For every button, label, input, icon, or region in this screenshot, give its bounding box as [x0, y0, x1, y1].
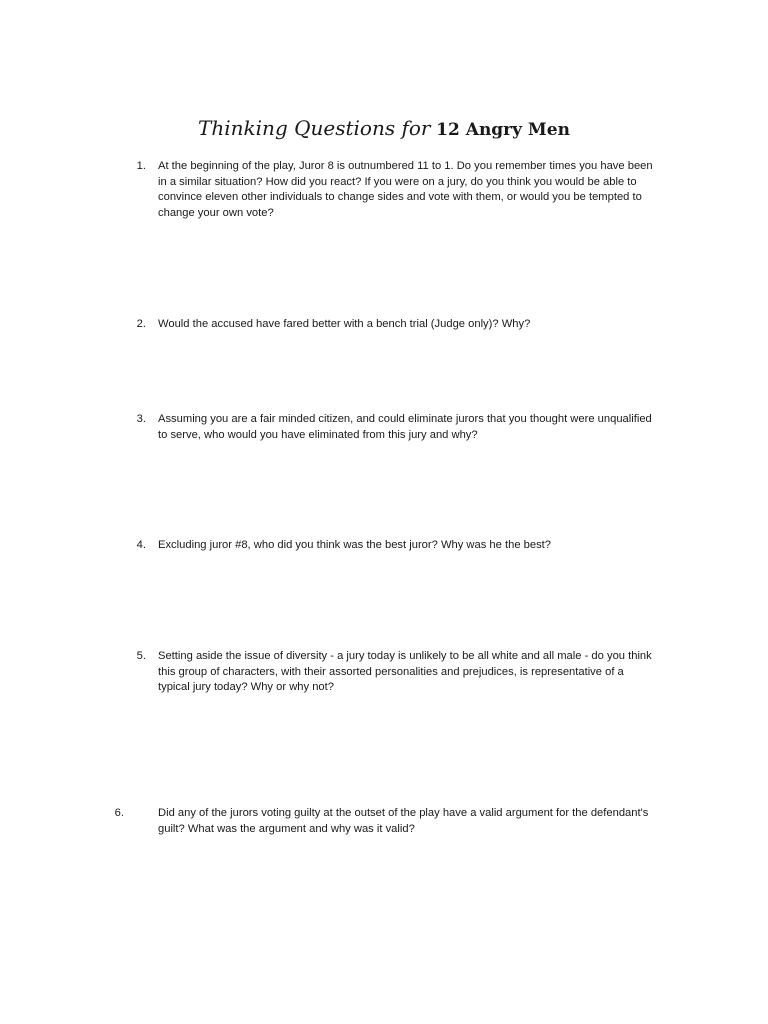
- question-number: 6.: [114, 807, 124, 819]
- question-number: 1.: [136, 160, 146, 172]
- question-number: 5.: [136, 650, 146, 662]
- question-item-1: [0, 159, 768, 229]
- question-number: 3.: [136, 413, 146, 425]
- question-text: Assuming you are a fair minded citizen, and could eliminate jurors that you thought were unqualified to serve, who would you have eliminated from this jury and why?: [158, 413, 652, 441]
- question-text: Excluding juror #8, who did you think was the best juror? Why was he the best?: [158, 539, 552, 551]
- question-item-3: [0, 412, 768, 448]
- question-item-5: [0, 649, 768, 701]
- question-text: Would the accused have fared better with a bench trial (Judge only)? Why?: [158, 318, 531, 330]
- title-italic-text: Thinking Questions for: [198, 116, 431, 140]
- question-item-4: [0, 538, 768, 558]
- question-text: Setting aside the issue of diversity - a jury today is unlikely to be all white and all male - do you think this group of characters, with their assorted personalities and prejudices, is representative of a typical jury today? Why or why not?: [158, 650, 652, 694]
- question-number: 4.: [136, 539, 146, 551]
- question-text: At the beginning of the play, Juror 8 is outnumbered 11 to 1. Do you remember times you have been in a similar situation? How did you react? If you were on a jury, do you think you would be able to convince eleven other individuals to change sides and vote with them, or would you be tempted to change your own vote?: [158, 160, 653, 219]
- question-text: Did any of the jurors voting guilty at the outset of the play have a valid argument for the defendant's guilt? What was the argument and why was it valid?: [158, 807, 649, 835]
- page-title: [0, 115, 768, 143]
- title-bold-text: 12 Angry Men: [436, 120, 570, 140]
- question-item-6: [0, 806, 768, 842]
- question-item-2: [0, 317, 768, 337]
- question-number: 2.: [136, 318, 146, 330]
